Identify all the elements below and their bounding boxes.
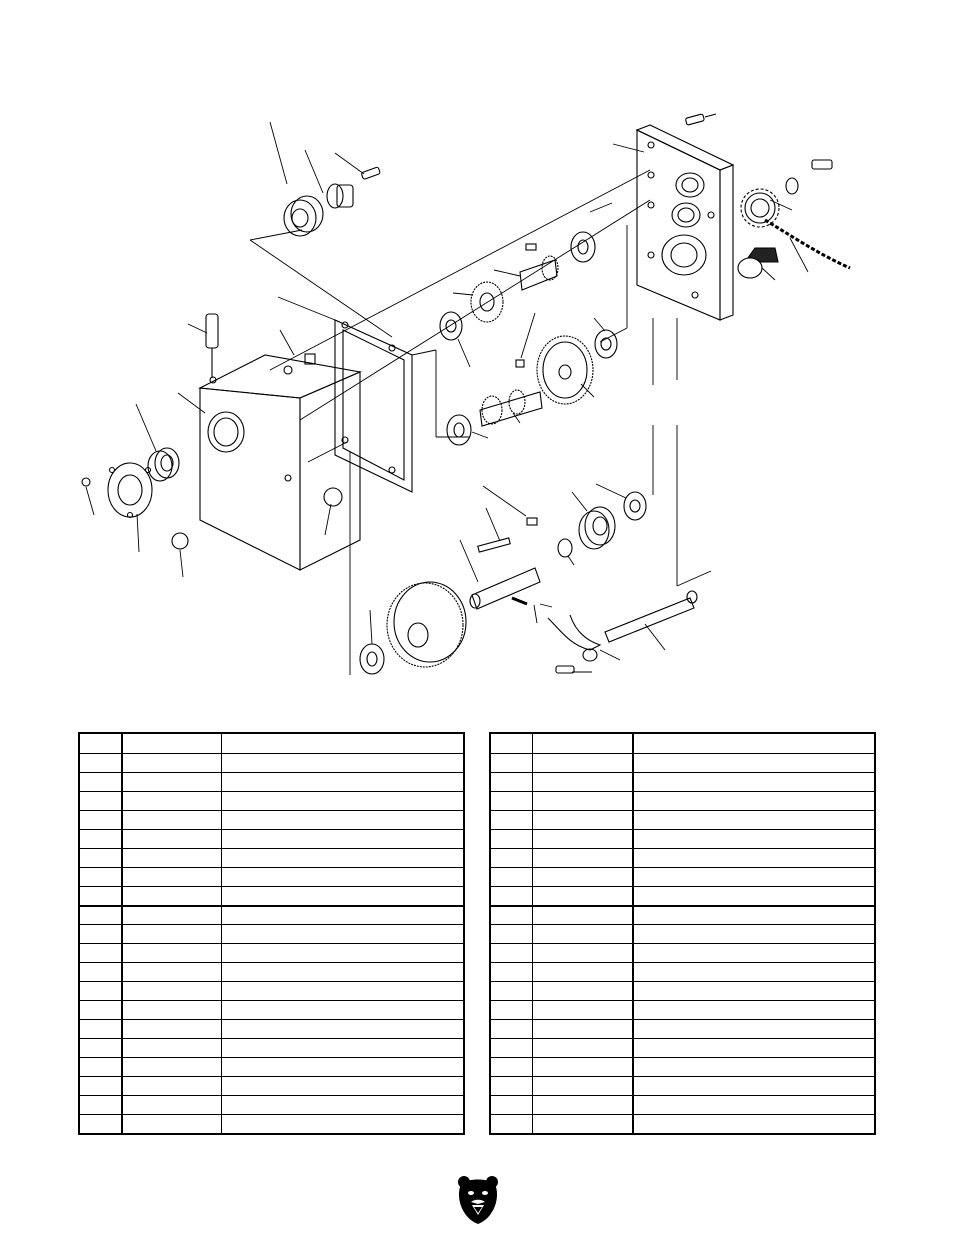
- table-row: [491, 791, 874, 811]
- table-row: [80, 962, 463, 982]
- large-spur-gear: [537, 336, 593, 404]
- table-row: [80, 886, 463, 907]
- bear-head-icon: [456, 1175, 500, 1225]
- output-shaft: [470, 568, 540, 609]
- table-row: [80, 905, 463, 925]
- table-row: [491, 962, 874, 982]
- table-row: [80, 1000, 463, 1020]
- table-row: [80, 1019, 463, 1039]
- table-row: [491, 829, 874, 849]
- cover-cap-screw: [685, 114, 716, 125]
- countershaft-bearing: [440, 312, 462, 340]
- table-row: [491, 1019, 874, 1039]
- table-row: [491, 848, 874, 868]
- shift-rod: [605, 591, 697, 642]
- table-row: [491, 1000, 874, 1020]
- housing-cap-screw: [206, 314, 218, 378]
- intermediate-shaft: [480, 390, 542, 426]
- table-row: [80, 924, 463, 944]
- table-row: [80, 1095, 463, 1115]
- table-row: [80, 1057, 463, 1077]
- gasket: [335, 320, 412, 492]
- ring-gear-bearing: [360, 644, 384, 674]
- upper-bearing: [284, 196, 323, 236]
- housing-plug: [172, 533, 188, 549]
- table-header-row: [491, 734, 874, 754]
- table-row: [491, 905, 874, 925]
- table-row: [80, 753, 463, 773]
- table-row: [491, 1095, 874, 1115]
- table-row: [80, 867, 463, 887]
- motor-pulley: [738, 248, 778, 278]
- table-row: [491, 810, 874, 830]
- gearbox-housing: [200, 355, 360, 570]
- upper-cap-screw: [361, 167, 380, 180]
- table-row: [491, 1038, 874, 1058]
- table-row: [80, 981, 463, 1001]
- key-small: [516, 244, 536, 367]
- table-row: [491, 772, 874, 792]
- sprocket-washer-and-bolt: [786, 160, 832, 194]
- table-row: [80, 1076, 463, 1096]
- table-row: [491, 1076, 874, 1096]
- small-nut-and-washer: [284, 354, 315, 374]
- table-row: [491, 753, 874, 773]
- set-screw-and-spring: [512, 598, 527, 604]
- housing-bearing: [148, 448, 179, 481]
- spindle-bearing: [579, 507, 615, 549]
- gearbox-cover-plate: [637, 125, 733, 320]
- spindle-bearing-right: [624, 492, 646, 520]
- flange-screw: [82, 478, 90, 486]
- table-row: [80, 1114, 463, 1132]
- table-row: [491, 867, 874, 887]
- spline-coupler: [324, 488, 342, 506]
- mid-bearing-right: [595, 330, 617, 358]
- table-row: [491, 924, 874, 944]
- table-row: [491, 981, 874, 1001]
- table-header-row: [80, 734, 463, 754]
- parts-table-right: [489, 732, 876, 1135]
- table-row: [491, 943, 874, 963]
- table-row: [491, 1114, 874, 1132]
- table-row: [491, 886, 874, 907]
- table-row: [80, 772, 463, 792]
- shaft-key-long: [478, 518, 537, 552]
- table-row: [80, 810, 463, 830]
- retaining-ring: [558, 539, 572, 557]
- large-ring-gear: [387, 582, 466, 667]
- upper-spline-gear: [327, 184, 353, 208]
- table-row: [491, 1057, 874, 1077]
- bearing-retainer-flange: [108, 463, 152, 518]
- fork-bolt-and-washer: [556, 649, 597, 673]
- parts-table-left: [78, 732, 465, 1135]
- table-row: [80, 829, 463, 849]
- table-row: [80, 848, 463, 868]
- shift-fork: [548, 615, 600, 650]
- table-row: [80, 791, 463, 811]
- drive-sprocket: [741, 189, 779, 227]
- table-row: [80, 1038, 463, 1058]
- intermediate-bearing: [447, 415, 471, 445]
- table-row: [80, 943, 463, 963]
